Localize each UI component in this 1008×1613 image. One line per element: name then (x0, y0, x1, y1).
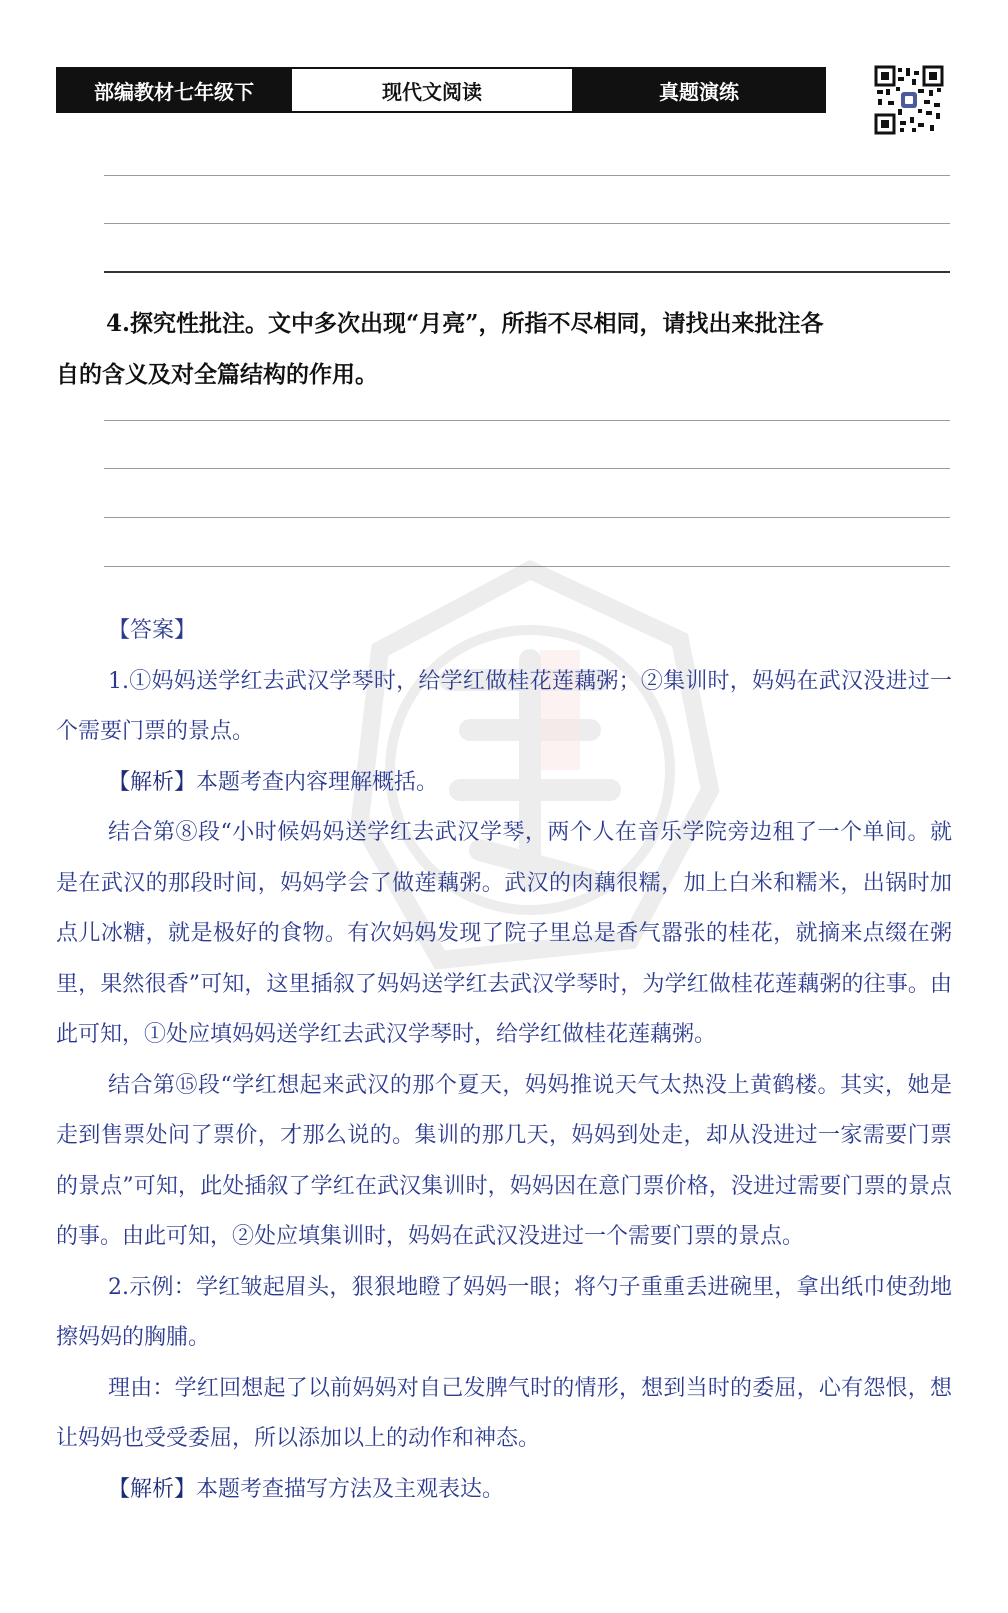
header-practice-label: 真题演练 (574, 69, 824, 111)
question-4-line-2: 自的含义及对全篇结构的作用。 (56, 361, 378, 388)
answer-2-reason: 理由：学红回想起了以前妈妈对自己发脾气时的情形，想到当时的委屈，心有怨恨，想让妈妈也受受委屈，所以添加以上的动作和神态。 (56, 1375, 952, 1451)
answer-1-paragraph-1: 结合第⑧段“小时候妈妈送学红去武汉学琴，两个人在音乐学院旁边租了一个单间。就是在武汉的那段时间，妈妈学会了做莲藕粥。武汉的肉藕很糯，加上白米和糯米，出锅时加点儿冰糖，就是极好的食物。有次妈妈发现了院子里总是香气嚣张的桂花，就摘来点缀在粥里，果然很香”可知，这里插叙了妈妈送学红去武汉学琴时，为学红做桂花莲藕粥的往事。由此可知，①处应填妈妈送学红去武汉学琴时，给学红做桂花莲藕粥。 (56, 820, 952, 1047)
qr-code-icon (874, 65, 944, 135)
answer-1-analysis (56, 758, 952, 809)
analysis-tag: 【解析】 (108, 769, 197, 795)
analysis-text: 本题考查内容理解概括。 (196, 769, 439, 795)
answer-line-2 (104, 223, 950, 224)
answer-line-1 (104, 175, 950, 176)
header-grade-label: 部编教材七年级下 (58, 69, 290, 111)
answer-line-4 (104, 420, 950, 421)
answer-heading: 【答案】 (108, 618, 197, 643)
answer-line-5 (104, 468, 950, 469)
question-4-line-1: 4.探究性批注。文中多次出现“月亮”，所指不尽相同，请找出来批注各 (106, 310, 824, 337)
answer-line-7 (104, 566, 950, 567)
answer-section (56, 606, 952, 1515)
question-4 (56, 298, 952, 400)
analysis-tag: 【解析】 (108, 1476, 197, 1502)
answer-1-paragraph-2: 结合第⑮段“学红想起来武汉的那个夏天，妈妈推说天气太热没上黄鹤楼。其实，她是走到售票处问了票价，才那么说的。集训的那几天，妈妈到处走，却从没进过一家需要门票的景点”可知，此处插叙了学红在武汉集训时，妈妈因在意门票价格，没进过需要门票的景点的事。由此可知，②处应填集训时，妈妈在武汉没进过一个需要门票的景点。 (56, 1072, 952, 1249)
header-bar (56, 67, 826, 113)
answer-2-analysis (56, 1465, 952, 1516)
analysis-text: 本题考查描写方法及主观表达。 (196, 1476, 505, 1502)
answer-2: 2.示例：学红皱起眉头，狠狠地瞪了妈妈一眼；将勺子重重丢进碗里，拿出纸巾使劲地擦妈妈的胸脯。 (56, 1274, 952, 1350)
header-section-label: 现代文阅读 (290, 69, 574, 111)
answer-line-3 (104, 271, 950, 273)
answer-1: 1.①妈妈送学红去武汉学琴时，给学红做桂花莲藕粥；②集训时，妈妈在武汉没进过一个需要门票的景点。 (56, 668, 952, 744)
answer-line-6 (104, 517, 950, 518)
